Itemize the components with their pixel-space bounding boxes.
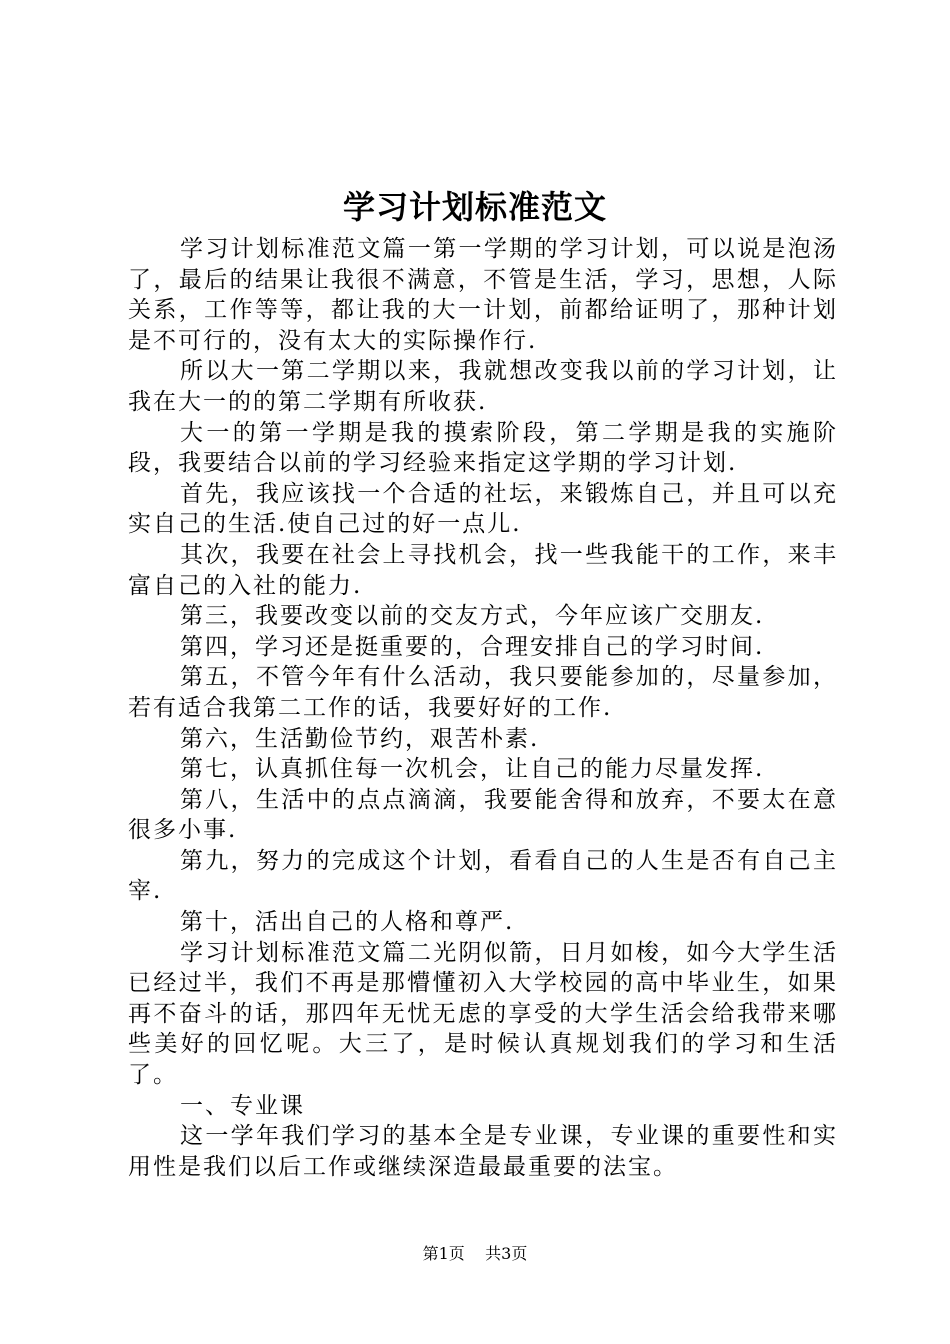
paragraph: 第四，学习还是挺重要的，合理安排自己的学习时间. [180, 633, 765, 660]
paragraph: 第九，努力的完成这个计划，看看自己的人生是否有自己主宰. [128, 847, 838, 905]
paragraph: 学习计划标准范文篇二光阴似箭，日月如梭，如今大学生活已经过半，我们不再是那懵懂初入大学校园的高中毕业生，如果再不奋斗的话，那四年无忧无虑的享受的大学生活会给我带来哪些美好的回忆呢。大三了，是时候认真规划我们的学习和生活了。 [128, 939, 838, 1089]
page-number: 第1页 [422, 1244, 465, 1263]
page-footer [0, 1243, 950, 1265]
paragraph: 第五，不管今年有什么活动，我只要能参加的，尽量参加，若有适合我第二工作的话，我要好好的工作. [128, 664, 838, 721]
paragraph: 第六，生活勤俭节约，艰苦朴素. [180, 725, 540, 752]
paragraph: 第八，生活中的点点滴滴，我要能舍得和放弃，不要太在意很多小事. [128, 786, 838, 844]
paragraph: 其次，我要在社会上寻找机会，找一些我能干的工作，来丰富自己的入社的能力. [128, 541, 838, 599]
paragraph: 第三，我要改变以前的交友方式，今年应该广交朋友. [180, 603, 765, 630]
document-title: 学习计划标准范文 [342, 188, 607, 226]
section-heading: 一、专业课 [180, 1092, 305, 1119]
page-total: 共3页 [485, 1244, 528, 1263]
paragraph: 学习计划标准范文篇一第一学期的学习计划，可以说是泡汤了，最后的结果让我很不满意，不管是生活，学习，思想，人际关系，工作等等，都让我的大一计划，前都给证明了，那种计划是不可行的，没有太大的实际操作行. [128, 236, 838, 354]
paragraph: 第十，活出自己的人格和尊严. [180, 909, 515, 936]
document-body [128, 234, 838, 1182]
paragraph: 大一的第一学期是我的摸索阶段，第二学期是我的实施阶段，我要结合以前的学习经验来指定这学期的学习计划. [128, 419, 838, 477]
paragraph: 第七，认真抓住每一次机会，让自己的能力尽量发挥. [180, 756, 765, 783]
paragraph: 首先，我应该找一个合适的社坛，来锻炼自己，并且可以充实自己的生活.使自己过的好一点儿. [128, 480, 838, 538]
paragraph: 所以大一第二学期以来，我就想改变我以前的学习计划，让我在大一的的第二学期有所收获. [128, 358, 838, 415]
paragraph: 这一学年我们学习的基本全是专业课，专业课的重要性和实用性是我们以后工作或继续深造最最重要的法宝。 [128, 1123, 838, 1180]
